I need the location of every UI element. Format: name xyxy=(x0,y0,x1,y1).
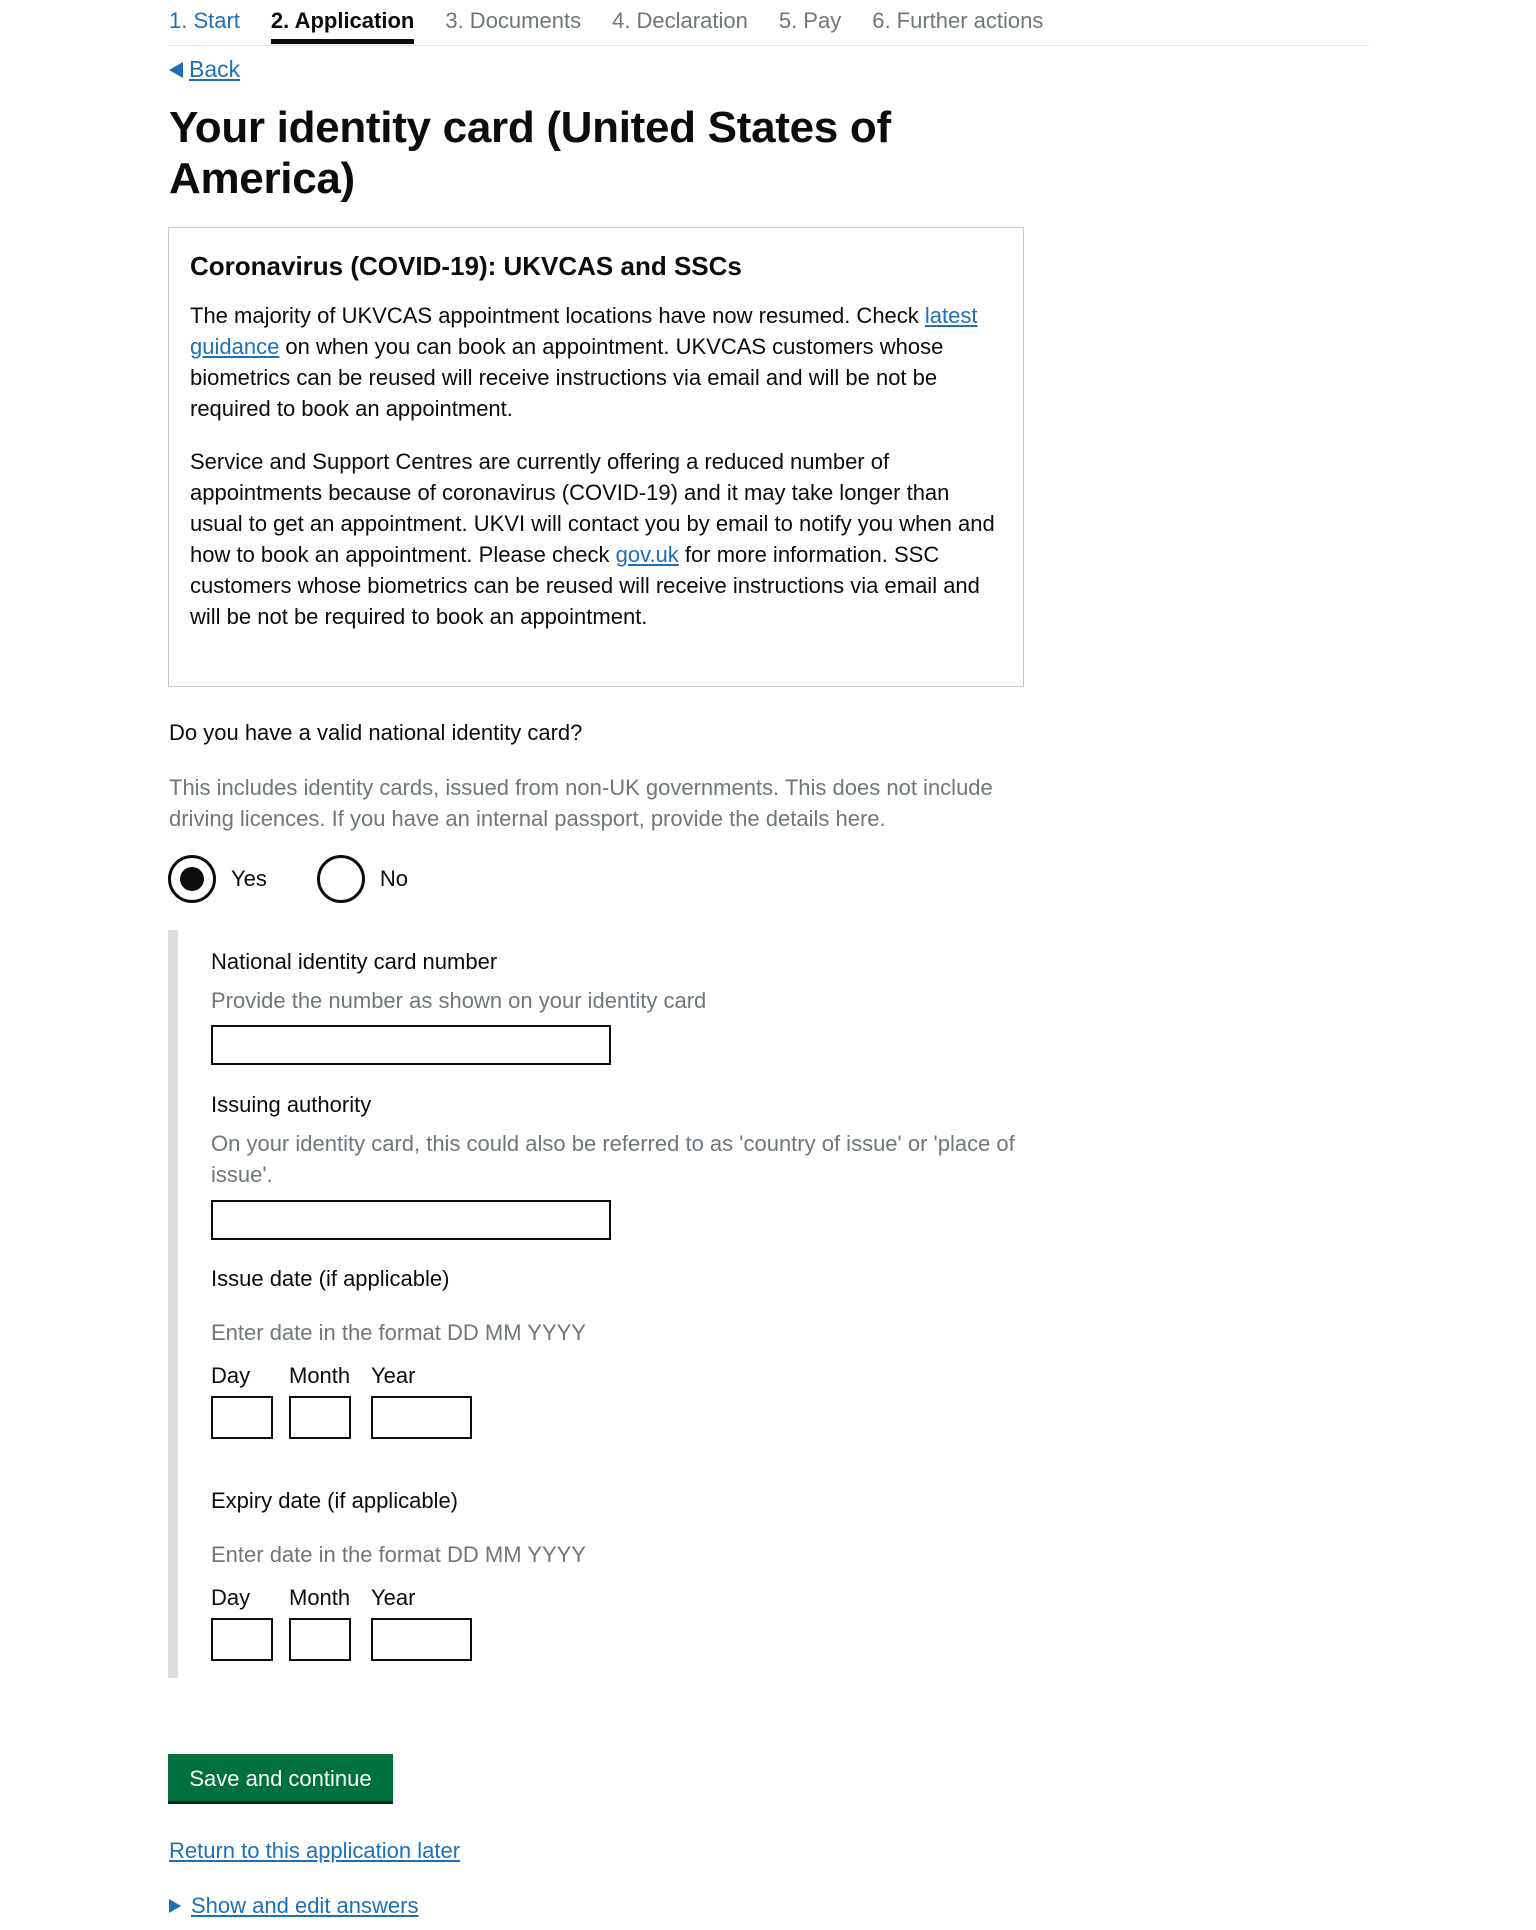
radio-no-circle[interactable] xyxy=(317,855,365,903)
issuing-authority-label: Issuing authority xyxy=(211,1092,372,1117)
card-number-input[interactable] xyxy=(211,1025,611,1065)
radio-yes-circle[interactable] xyxy=(168,855,216,903)
step-application: 2. Application xyxy=(271,0,414,46)
expiry-year-label: Year xyxy=(371,1585,416,1610)
page-title: Your identity card (United States of America) xyxy=(169,103,891,203)
expiry-month-label: Month xyxy=(289,1585,351,1610)
notice-p2-text: Service and Support Centres are currently offering a reduced number of appointments because of coronavirus (COVID-19) and it may take longer than usual to get an appointment. UKVI will contact you by email to notify you when and how to book an appointment. Please check xyxy=(190,449,995,567)
issue-year-input[interactable] xyxy=(371,1396,472,1439)
expiry-day-label: Day xyxy=(211,1585,251,1610)
step-start[interactable]: 1. Start xyxy=(169,8,240,33)
identity-card-question: Do you have a valid national identity card? xyxy=(169,720,583,745)
issue-day-label: Day xyxy=(211,1363,251,1388)
notice-p1-text-after: on when you can book an appointment. UKVCAS customers whose biometrics can be reused will receive instructions via email and will be not be required to book an appointment. xyxy=(190,334,944,421)
expand-triangle-icon xyxy=(169,1899,181,1913)
issue-month-input[interactable] xyxy=(289,1396,351,1439)
issuing-authority-hint: On your identity card, this could also be referred to as 'country of issue' or 'place of issue'. xyxy=(211,1131,1015,1187)
notice-paragraph-1 xyxy=(190,300,1003,424)
covid-notice-panel xyxy=(168,227,1024,687)
show-edit-answers[interactable] xyxy=(169,1893,418,1919)
card-number-label: National identity card number xyxy=(211,949,498,974)
latest-guidance-link[interactable]: latest guidance xyxy=(190,303,978,359)
issue-date-label: Issue date (if applicable) xyxy=(211,1266,450,1291)
step-declaration: 4. Declaration xyxy=(612,8,748,33)
issue-day-input[interactable] xyxy=(211,1396,273,1439)
notice-p2-text-after: for more information. SSC customers whose biometrics can be reused will receive instructions via email and will be not be required to book an appointment. xyxy=(190,542,980,629)
show-edit-answers-link[interactable]: Show and edit answers xyxy=(191,1893,419,1918)
issue-year-label: Year xyxy=(371,1363,416,1388)
radio-no-label[interactable]: No xyxy=(379,866,409,891)
notice-p1-text: The majority of UKVCAS appointment locations have now resumed. Check xyxy=(190,303,925,328)
notice-heading: Coronavirus (COVID-19): UKVCAS and SSCs xyxy=(190,251,742,281)
back-link[interactable]: Back xyxy=(189,56,241,82)
expiry-month-input[interactable] xyxy=(289,1618,351,1661)
issue-date-hint: Enter date in the format DD MM YYYY xyxy=(211,1320,586,1345)
identity-card-radios xyxy=(168,855,458,903)
issuing-authority-input[interactable] xyxy=(211,1200,611,1240)
expiry-year-input[interactable] xyxy=(371,1618,472,1661)
card-number-hint: Provide the number as shown on your identity card xyxy=(211,988,707,1013)
identity-card-details xyxy=(168,930,1048,1678)
expiry-day-input[interactable] xyxy=(211,1618,273,1661)
back-arrow-icon xyxy=(169,62,183,78)
notice-paragraph-2 xyxy=(190,446,1003,632)
expiry-date-label: Expiry date (if applicable) xyxy=(211,1488,459,1513)
issue-month-label: Month xyxy=(289,1363,351,1388)
step-navigation xyxy=(169,0,1369,46)
step-pay: 5. Pay xyxy=(778,8,842,33)
expiry-date-hint: Enter date in the format DD MM YYYY xyxy=(211,1542,586,1567)
save-and-continue-button[interactable]: Save and continue xyxy=(168,1754,393,1804)
radio-yes[interactable] xyxy=(168,855,267,903)
radio-yes-label[interactable]: Yes xyxy=(231,866,267,891)
gov-uk-link[interactable]: gov.uk xyxy=(615,542,679,567)
step-documents: 3. Documents xyxy=(445,8,582,33)
identity-card-question-hint: This includes identity cards, issued from non-UK governments. This does not include driving licences. If you have an internal passport, provide the details here. xyxy=(169,775,993,831)
return-later-link[interactable]: Return to this application later xyxy=(169,1838,461,1863)
step-further-actions: 6. Further actions xyxy=(872,8,1044,33)
radio-no[interactable] xyxy=(317,855,408,903)
back-link-wrapper xyxy=(169,56,240,83)
